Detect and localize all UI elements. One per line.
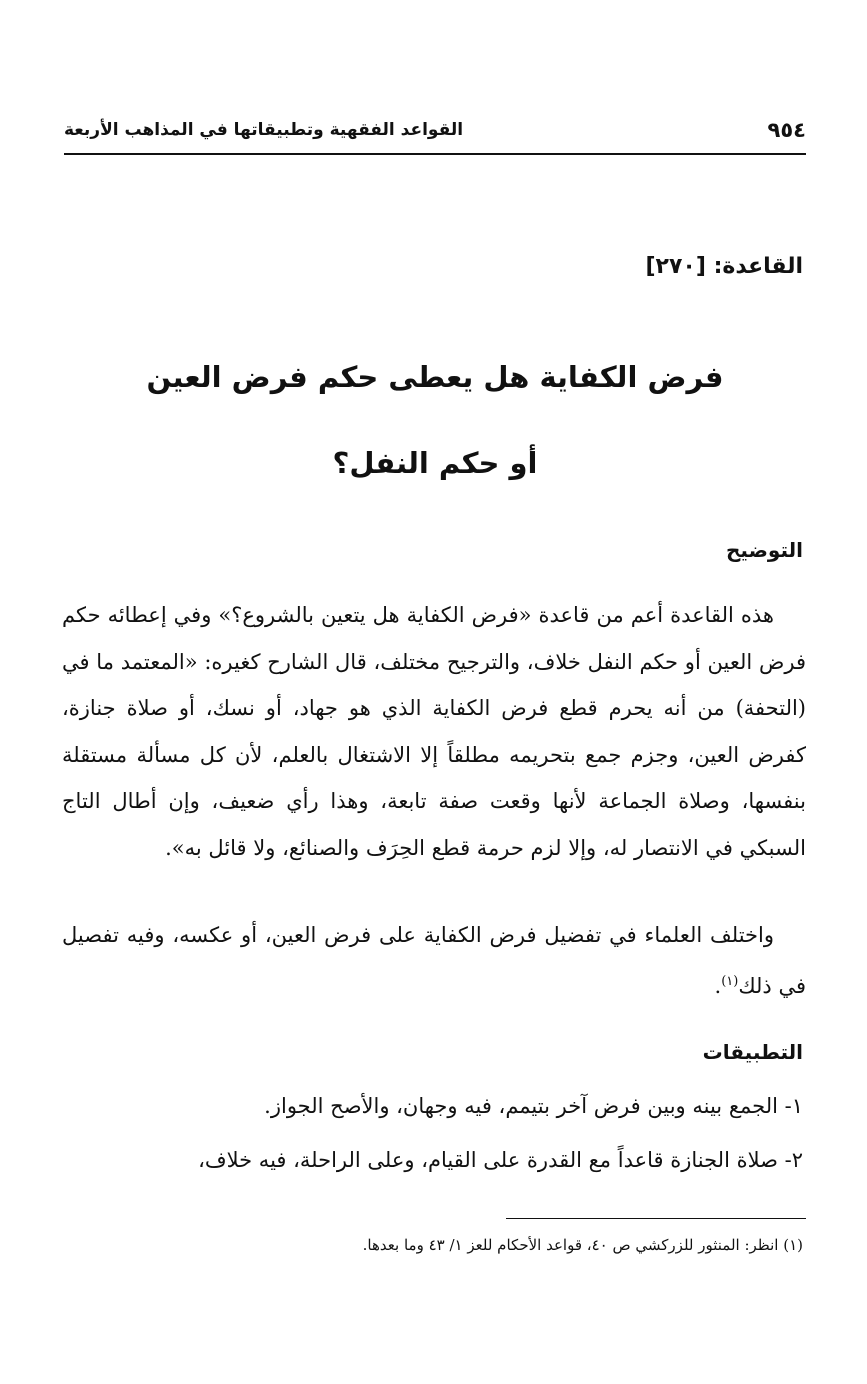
rule-number-line — [645, 254, 803, 279]
rule-title-line-2: أو حكم النفل؟ — [332, 446, 538, 480]
page-number: ٩٥٤ — [767, 118, 806, 142]
application-item-2: ٢- صلاة الجنازة قاعداً مع القدرة على القيام، وعلى الراحلة، فيه خلاف، — [198, 1148, 803, 1172]
rule-title-line-1: فرض الكفاية هل يعطى حكم فرض العين — [146, 360, 724, 394]
footnote-divider — [506, 1218, 806, 1219]
running-title: القواعد الفقهية وتطبيقاتها في المذاهب الأربعة — [64, 120, 464, 140]
paragraph-2-end: . — [714, 973, 722, 998]
paragraph-2-text: واختلف العلماء في تفضيل فرض الكفاية على فرض العين، أو عكسه، وفيه تفصيل في ذلك — [62, 923, 806, 998]
applications-heading: التطبيقات — [702, 1040, 803, 1064]
footnote-reference: (١) — [721, 973, 739, 989]
application-item-1: ١- الجمع بينه وبين فرض آخر بتيمم، فيه وجهان، والأصح الجواز. — [264, 1094, 803, 1118]
explanation-paragraph-1: هذه القاعدة أعم من قاعدة «فرض الكفاية هل يتعين بالشروع؟» وفي إعطائه حكم فرض العين أو حكم النفل خلاف، والترجيح مختلف، قال الشارح كغيره: «المعتمد ما في (التحفة) من أنه يحرم قطع فرض الكفاية الذي هو جهاد، أو نسك، أو صلاة جنازة، كفرض العين، وجزم جمع بتحريمه مطلقاً إلا الاشتغال بالعلم، لأن كل مسألة مستقلة بنفسها، وصلاة الجماعة لأنها وقعت صفة تابعة، وهذا رأي ضعيف، وإن أطال التاج السبكي في الانتصار له، وإلا لزم حرمة قطع الحِرَف والصنائع، ولا قائل به». — [62, 603, 807, 860]
header-divider — [64, 153, 806, 155]
rule-label: القاعدة: — [713, 254, 803, 279]
footnote: (١) انظر: المنثور للزركشي ص ٤٠، قواعد الأحكام للعز ١/ ٤٣ وما بعدها. — [362, 1236, 803, 1254]
explanation-heading: التوضيح — [726, 538, 803, 562]
rule-number: [٢٧٠] — [645, 254, 706, 279]
page-header — [64, 112, 806, 146]
explanation-paragraph-2 — [62, 912, 806, 1009]
